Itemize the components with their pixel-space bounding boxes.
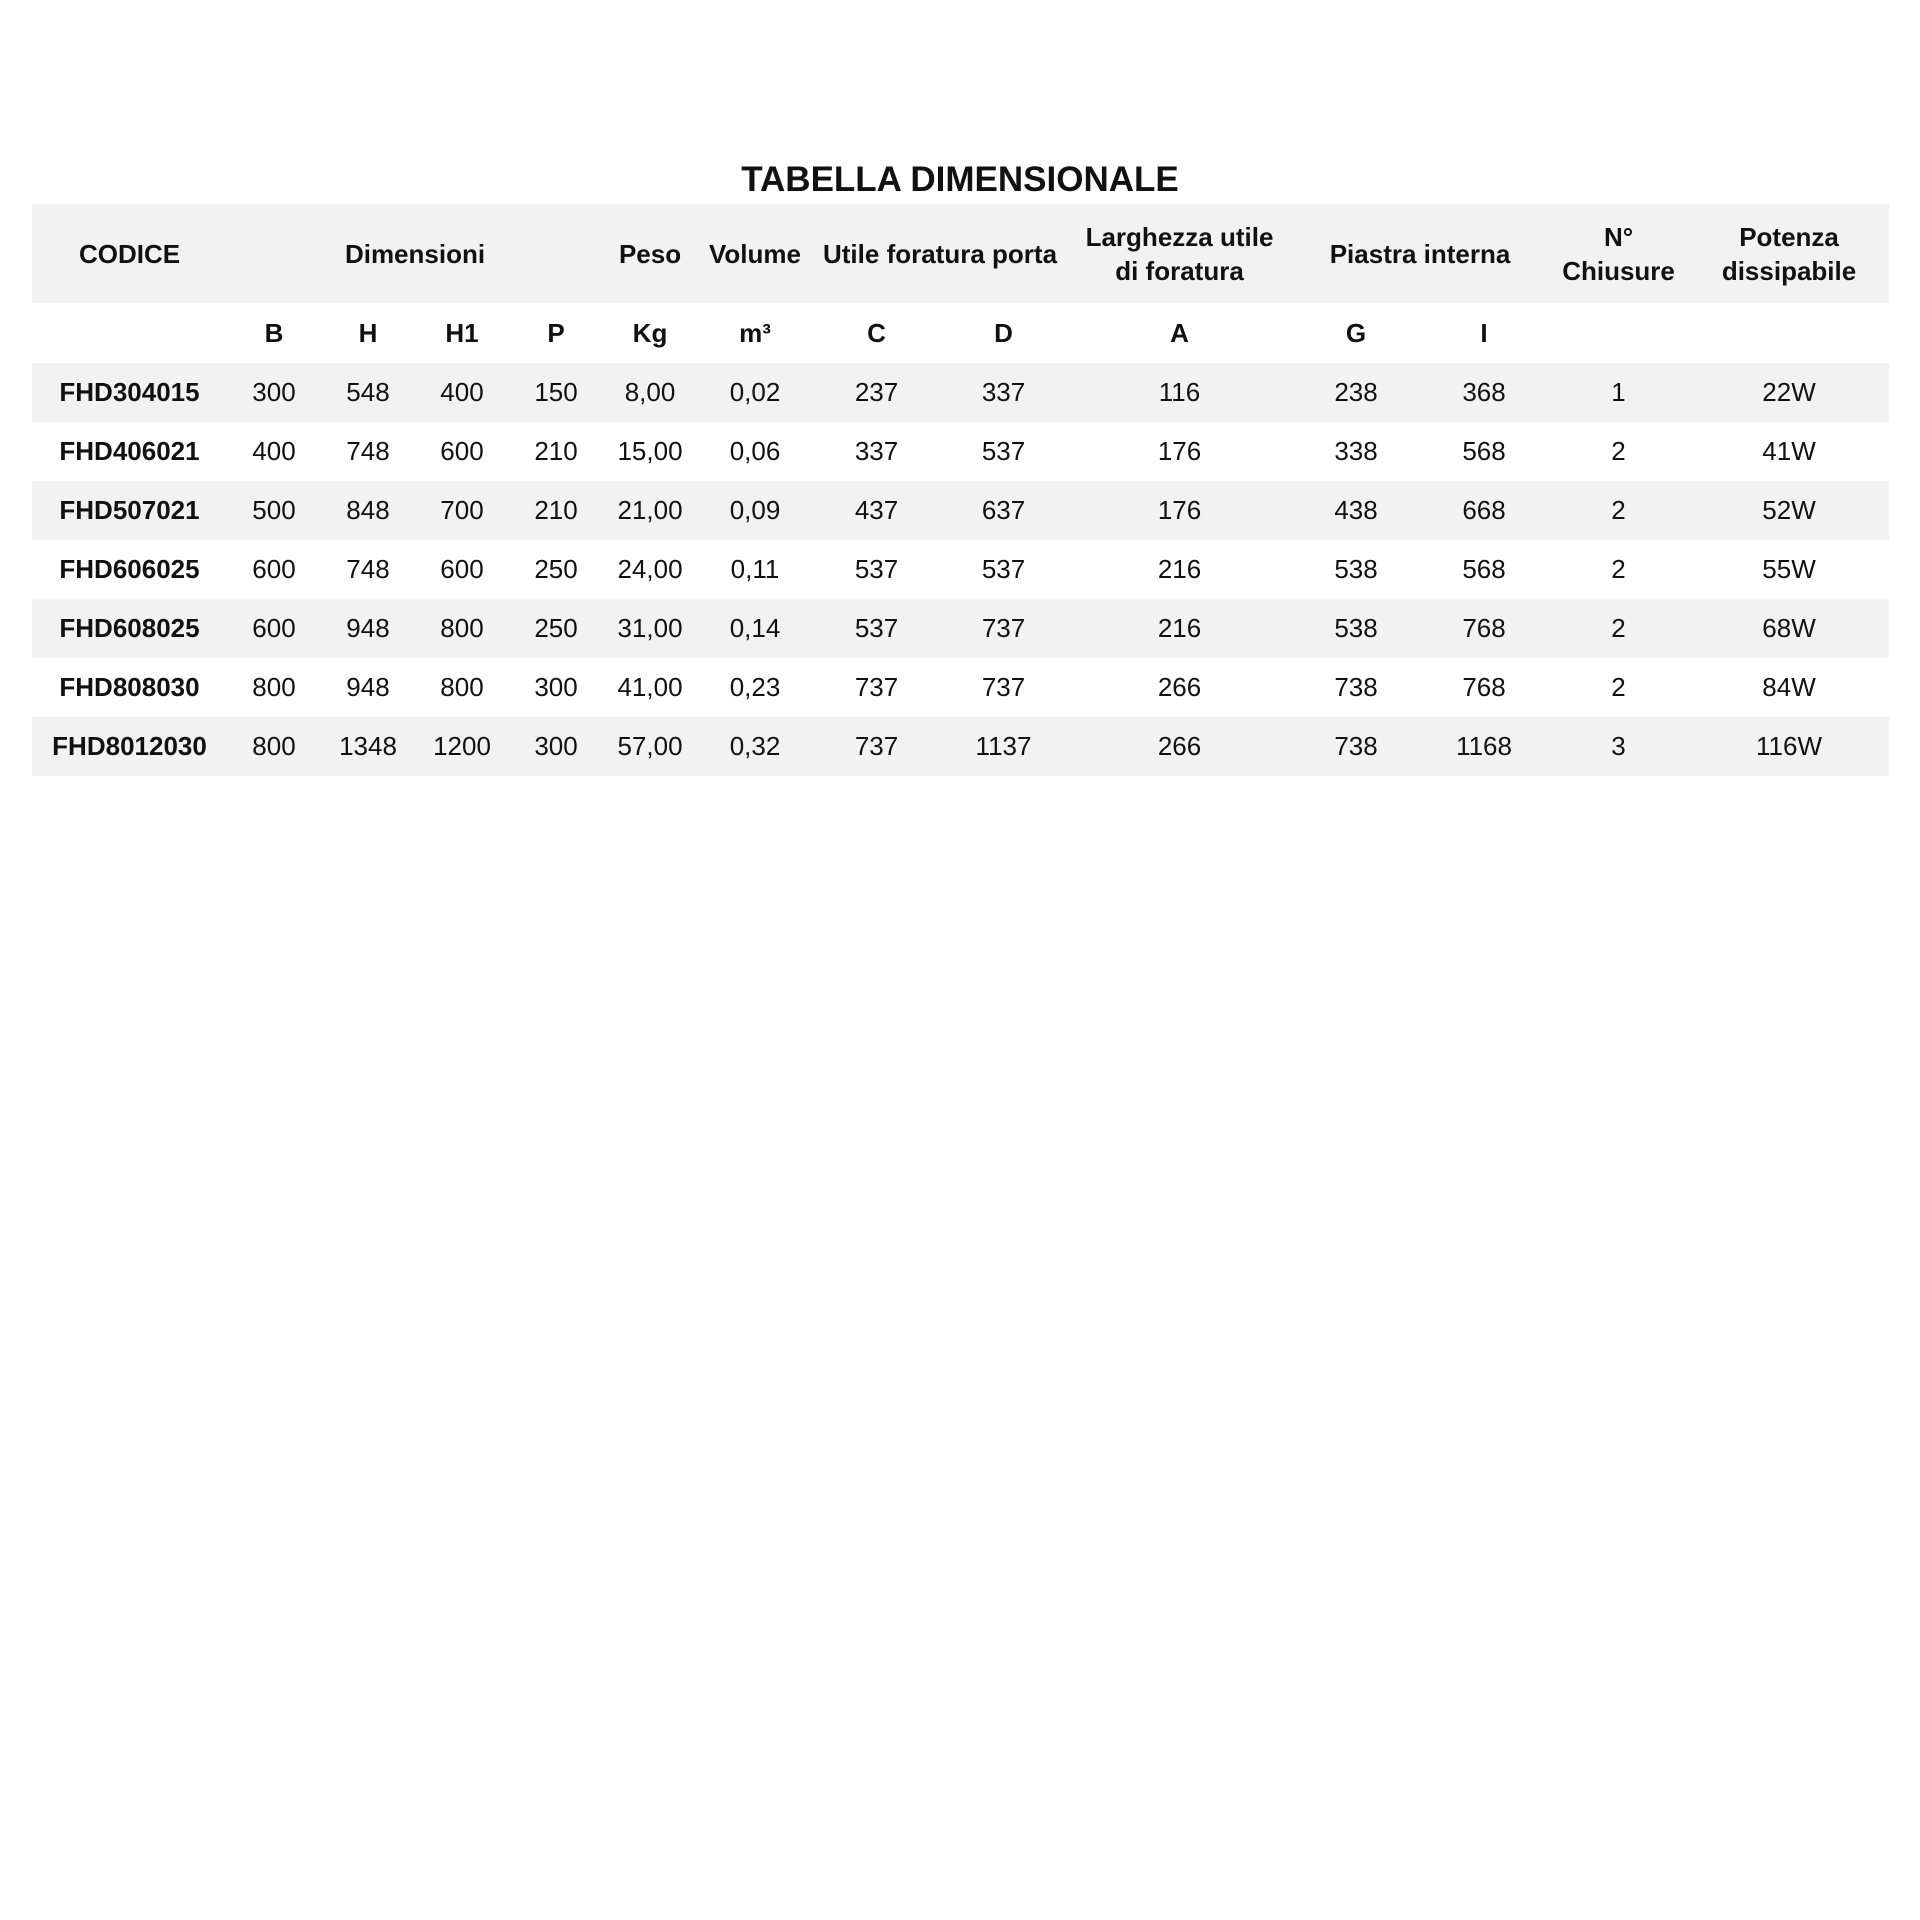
cell-chiusure: 2 (1611, 672, 1626, 702)
sub-header-a: A (1067, 303, 1292, 363)
page-title: TABELLA DIMENSIONALE (741, 160, 1179, 199)
sub-header-empty (1689, 303, 1889, 363)
cell-chiusure: 2 (1548, 481, 1689, 540)
cell-i: 568 (1462, 436, 1506, 466)
cell-b: 800 (252, 672, 296, 702)
cell-chiusure: 1 (1548, 363, 1689, 422)
sub-header-d: D (940, 303, 1067, 363)
cell-peso-kg: 31,00 (603, 599, 697, 658)
cell-g: 738 (1292, 717, 1420, 776)
cell-g: 738 (1334, 672, 1378, 702)
cell-i: 1168 (1420, 717, 1548, 776)
sub-header-p: P (509, 303, 603, 363)
cell-chiusure: 2 (1611, 554, 1626, 584)
cell-a: 266 (1067, 717, 1292, 776)
cell-d: 337 (940, 363, 1067, 422)
header-codice: CODICE (32, 204, 227, 303)
cell-b: 400 (252, 436, 296, 466)
cell-chiusure: 2 (1611, 436, 1626, 466)
cell-codice: FHD606025 (59, 554, 200, 584)
cell-h: 748 (346, 554, 390, 584)
cell-h1: 400 (415, 363, 509, 422)
cell-p: 210 (534, 436, 578, 466)
cell-a: 216 (1157, 554, 1202, 584)
header-potenza-line2: dissipabile (1721, 255, 1857, 286)
header-peso: Peso (603, 204, 697, 303)
header-larghezza-line2: di foratura (1115, 255, 1244, 286)
header-larghezza-utile (1067, 204, 1292, 303)
cell-potenza: 116W (1689, 717, 1889, 776)
cell-d: 1137 (940, 717, 1067, 776)
sub-header-h1: H1 (415, 303, 509, 363)
cell-a: 176 (1067, 481, 1292, 540)
header-chiusure-line2: Chiusure (1562, 255, 1675, 286)
sub-header-row (32, 303, 1889, 363)
cell-g: 538 (1292, 599, 1420, 658)
sub-header-i: I (1420, 303, 1548, 363)
cell-b: 600 (252, 554, 296, 584)
cell-peso-kg: 41,00 (617, 672, 683, 702)
cell-a: 266 (1157, 672, 1202, 702)
cell-h1: 600 (440, 436, 484, 466)
header-potenza-line1: Potenza (1739, 221, 1839, 252)
cell-i: 668 (1420, 481, 1548, 540)
cell-p: 300 (509, 717, 603, 776)
cell-h1: 800 (440, 672, 484, 702)
cell-potenza: 55W (1762, 554, 1816, 584)
cell-a: 216 (1067, 599, 1292, 658)
sub-header-h: H (321, 303, 415, 363)
cell-d: 737 (981, 672, 1026, 702)
cell-codice: FHD808030 (59, 672, 200, 702)
cell-h1: 1200 (415, 717, 509, 776)
header-dimensioni: Dimensioni (227, 204, 603, 303)
cell-h1: 600 (440, 554, 484, 584)
cell-g: 538 (1334, 554, 1378, 584)
cell-b: 500 (227, 481, 321, 540)
cell-a: 116 (1067, 363, 1292, 422)
cell-h: 948 (321, 599, 415, 658)
cell-chiusure: 3 (1548, 717, 1689, 776)
cell-d: 537 (981, 554, 1026, 584)
cell-i: 768 (1420, 599, 1548, 658)
sub-header-b: B (227, 303, 321, 363)
header-volume: Volume (697, 204, 813, 303)
cell-c: 537 (854, 554, 899, 584)
cell-i: 768 (1462, 672, 1506, 702)
cell-codice: FHD8012030 (32, 717, 227, 776)
table-row (32, 363, 1889, 422)
sub-header-c: C (813, 303, 940, 363)
cell-codice: FHD608025 (32, 599, 227, 658)
cell-g: 438 (1292, 481, 1420, 540)
cell-b: 800 (227, 717, 321, 776)
cell-h1: 700 (415, 481, 509, 540)
cell-h1: 800 (415, 599, 509, 658)
cell-p: 250 (509, 599, 603, 658)
header-chiusure-line1: N° (1603, 221, 1634, 252)
cell-codice: FHD406021 (59, 436, 200, 466)
cell-volume-m3: 0,14 (697, 599, 813, 658)
cell-p: 250 (534, 554, 578, 584)
cell-h: 548 (321, 363, 415, 422)
sub-header-kg: Kg (603, 303, 697, 363)
header-potenza (1689, 204, 1889, 303)
cell-d: 537 (981, 436, 1026, 466)
table-row (32, 658, 1889, 717)
cell-codice: FHD304015 (32, 363, 227, 422)
cell-b: 300 (227, 363, 321, 422)
cell-c: 737 (813, 717, 940, 776)
cell-potenza: 22W (1689, 363, 1889, 422)
cell-p: 210 (509, 481, 603, 540)
header-utile-foratura-porta: Utile foratura porta (813, 204, 1067, 303)
cell-volume-m3: 0,02 (697, 363, 813, 422)
dimension-table-container (32, 204, 1889, 776)
cell-peso-kg: 8,00 (603, 363, 697, 422)
cell-p: 300 (534, 672, 578, 702)
cell-volume-m3: 0,06 (729, 436, 781, 466)
sub-header-empty (1548, 303, 1689, 363)
group-header-row (32, 204, 1889, 303)
cell-h: 748 (346, 436, 390, 466)
cell-i: 568 (1462, 554, 1506, 584)
cell-c: 537 (813, 599, 940, 658)
cell-volume-m3: 0,09 (697, 481, 813, 540)
cell-h: 948 (346, 672, 390, 702)
cell-peso-kg: 21,00 (603, 481, 697, 540)
header-larghezza-line1: Larghezza utile (1085, 221, 1274, 252)
cell-c: 237 (813, 363, 940, 422)
header-chiusure (1548, 204, 1689, 303)
cell-potenza: 84W (1762, 672, 1816, 702)
sub-header-g: G (1292, 303, 1420, 363)
cell-b: 600 (227, 599, 321, 658)
cell-peso-kg: 24,00 (617, 554, 683, 584)
cell-codice: FHD507021 (32, 481, 227, 540)
cell-potenza: 68W (1689, 599, 1889, 658)
cell-i: 368 (1420, 363, 1548, 422)
table-body (32, 204, 1889, 776)
cell-c: 337 (854, 436, 899, 466)
cell-potenza: 52W (1689, 481, 1889, 540)
cell-c: 737 (854, 672, 899, 702)
cell-d: 737 (940, 599, 1067, 658)
table-row (32, 481, 1889, 540)
cell-d: 637 (940, 481, 1067, 540)
cell-h: 848 (321, 481, 415, 540)
cell-peso-kg: 15,00 (617, 436, 683, 466)
cell-chiusure: 2 (1548, 599, 1689, 658)
cell-potenza: 41W (1762, 436, 1816, 466)
table-row (32, 717, 1889, 776)
cell-g: 238 (1292, 363, 1420, 422)
dimension-table (32, 204, 1889, 776)
table-row (32, 422, 1889, 481)
table-row (32, 599, 1889, 658)
table-row (32, 540, 1889, 599)
cell-volume-m3: 0,11 (730, 554, 780, 584)
sub-header-m3: m³ (697, 303, 813, 363)
cell-c: 437 (813, 481, 940, 540)
sub-header-empty (32, 303, 227, 363)
cell-h: 1348 (321, 717, 415, 776)
header-piastra-interna: Piastra interna (1292, 204, 1548, 303)
cell-g: 338 (1334, 436, 1378, 466)
cell-p: 150 (509, 363, 603, 422)
cell-volume-m3: 0,32 (697, 717, 813, 776)
cell-a: 176 (1157, 436, 1202, 466)
cell-peso-kg: 57,00 (603, 717, 697, 776)
cell-volume-m3: 0,23 (729, 672, 781, 702)
